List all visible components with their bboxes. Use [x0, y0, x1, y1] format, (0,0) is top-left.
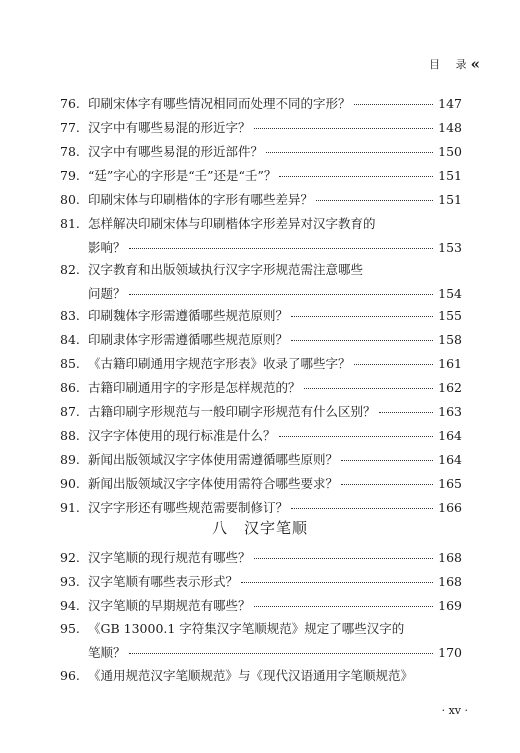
entry-number: 80.: [60, 192, 80, 207]
entry-title: 汉字中有哪些易混的形近字？: [88, 120, 251, 135]
entry-page-number: 169: [438, 598, 462, 613]
toc-entry: [60, 404, 462, 420]
entry-number: 87.: [60, 404, 80, 419]
entry-number: 83.: [60, 308, 80, 323]
toc-entry: [60, 574, 462, 590]
entry-title: 汉字笔顺的现行规范有哪些？: [88, 550, 251, 565]
entry-page-number: 151: [438, 192, 462, 207]
entry-page-number: 163: [438, 404, 462, 419]
dot-leader: [354, 364, 433, 365]
entry-title: 汉字笔顺的早期规范有哪些？: [88, 598, 251, 613]
dot-leader: [254, 558, 433, 559]
dot-leader: [254, 606, 433, 607]
entry-page-number: 161: [438, 356, 462, 371]
section-heading: 八 汉字笔顺: [211, 519, 308, 537]
entry-title: 印刷魏体字形需遵循哪些规范原则？: [88, 308, 289, 323]
dot-leader: [341, 460, 433, 461]
toc-entry: [60, 476, 462, 492]
entry-number: 82.: [60, 262, 80, 277]
dot-leader: [291, 316, 433, 317]
entry-page-number: 154: [438, 286, 462, 301]
toc-entry: [60, 96, 462, 112]
dot-leader: [354, 104, 433, 105]
toc-entry: [60, 308, 462, 324]
entry-number: 88.: [60, 428, 80, 443]
toc-entry: [60, 452, 462, 468]
entry-title: 汉字字体使用的现行标准是什么？: [88, 428, 276, 443]
entry-page-number: 170: [438, 645, 462, 660]
entry-number: 77.: [60, 120, 80, 135]
entry-number: 89.: [60, 452, 80, 467]
toc-entry: [60, 332, 462, 348]
entry-title: 古籍印刷通用字的字形是怎样规范的？: [88, 380, 301, 395]
entry-number: 94.: [60, 598, 80, 613]
header-title: 目 录: [429, 58, 473, 71]
toc-entry: [88, 286, 462, 302]
entry-title: 问题？: [88, 286, 126, 301]
toc-entry: [60, 598, 462, 614]
dot-leader: [266, 152, 433, 153]
toc-entry: [60, 262, 462, 278]
entry-page-number: 147: [438, 96, 462, 111]
entry-page-number: 166: [438, 500, 462, 515]
entry-title: 古籍印刷字形规范与一般印刷字形规范有什么区别？: [88, 404, 376, 419]
entry-title: 《通用规范汉字笔顺规范》与《现代汉语通用字笔顺规范》: [88, 668, 414, 683]
entry-title: 《古籍印刷通用字规范字形表》收录了哪些字？: [88, 356, 351, 371]
dot-leader: [304, 388, 433, 389]
dot-leader: [129, 653, 433, 654]
toc-entry: [60, 120, 462, 136]
toc-entry: [60, 168, 462, 184]
entry-title: 新闻出版领域汉字字体使用需符合哪些要求？: [88, 476, 339, 491]
entry-number: 84.: [60, 332, 80, 347]
toc-entry: [60, 356, 462, 372]
entry-number: 78.: [60, 144, 80, 159]
entry-title: 印刷隶体字形需遵循哪些规范原则？: [88, 332, 289, 347]
toc-entry: [60, 500, 462, 516]
entry-page-number: 168: [438, 550, 462, 565]
entry-page-number: 148: [438, 120, 462, 135]
toc-entry: [88, 240, 462, 256]
running-header: [429, 55, 480, 73]
toc-entry: [60, 192, 462, 208]
entry-page-number: 158: [438, 332, 462, 347]
entry-page-number: 155: [438, 308, 462, 323]
entry-title: 笔顺？: [88, 645, 126, 660]
entry-title: 汉字中有哪些易混的形近部件？: [88, 144, 264, 159]
toc-entry: [60, 550, 462, 566]
entry-page-number: 164: [438, 428, 462, 443]
dot-leader: [241, 582, 433, 583]
entry-title: 《GB 13000.1 字符集汉字笔顺规范》规定了哪些汉字的: [88, 621, 405, 636]
toc-entry: [60, 216, 462, 232]
dot-leader: [341, 484, 433, 485]
dot-leader: [129, 248, 433, 249]
entry-number: 81.: [60, 216, 80, 231]
entry-number: 85.: [60, 356, 80, 371]
entry-page-number: 162: [438, 380, 462, 395]
double-chevron-left-icon: «: [470, 55, 480, 73]
dot-leader: [129, 294, 433, 295]
entry-title: 怎样解决印刷宋体与印刷楷体字形差异对汉字教育的: [88, 216, 376, 231]
entry-number: 79.: [60, 168, 80, 183]
dot-leader: [291, 508, 433, 509]
entry-page-number: 165: [438, 476, 462, 491]
entry-number: 76.: [60, 96, 80, 111]
toc-entry: [60, 668, 462, 684]
dot-leader: [379, 412, 433, 413]
entry-title: 汉字教育和出版领域执行汉字字形规范需注意哪些: [88, 262, 364, 277]
dot-leader: [291, 340, 433, 341]
toc-entry: [88, 645, 462, 661]
dot-leader: [316, 200, 433, 201]
entry-page-number: 153: [438, 240, 462, 255]
dot-leader: [279, 436, 433, 437]
entry-title: 影响？: [88, 240, 126, 255]
entry-title: 印刷宋体与印刷楷体的字形有哪些差异？: [88, 192, 314, 207]
entry-number: 92.: [60, 550, 80, 565]
entry-title: 汉字字形还有哪些规范需要制修订？: [88, 500, 289, 515]
dot-leader: [254, 128, 433, 129]
toc-entry: [60, 428, 462, 444]
entry-title: “廷”字心的字形是“壬”还是“壬”？: [88, 168, 277, 183]
entry-number: 93.: [60, 574, 80, 589]
entry-number: 91.: [60, 500, 80, 515]
entry-page-number: 150: [438, 144, 462, 159]
entry-number: 96.: [60, 668, 80, 683]
entry-title: 汉字笔顺有哪些表示形式？: [88, 574, 239, 589]
entry-title: 新闻出版领域汉字字体使用需遵循哪些原则？: [88, 452, 339, 467]
toc-entry: [60, 621, 462, 637]
entry-title: 印刷宋体字有哪些情况相同而处理不同的字形？: [88, 96, 351, 111]
entry-number: 90.: [60, 476, 80, 491]
dot-leader: [279, 176, 433, 177]
entry-page-number: 168: [438, 574, 462, 589]
entry-page-number: 164: [438, 452, 462, 467]
page-number: · xv ·: [441, 704, 468, 717]
toc-entry: [60, 144, 462, 160]
toc-entry: [60, 380, 462, 396]
entry-page-number: 151: [438, 168, 462, 183]
entry-number: 86.: [60, 380, 80, 395]
entry-number: 95.: [60, 621, 80, 636]
